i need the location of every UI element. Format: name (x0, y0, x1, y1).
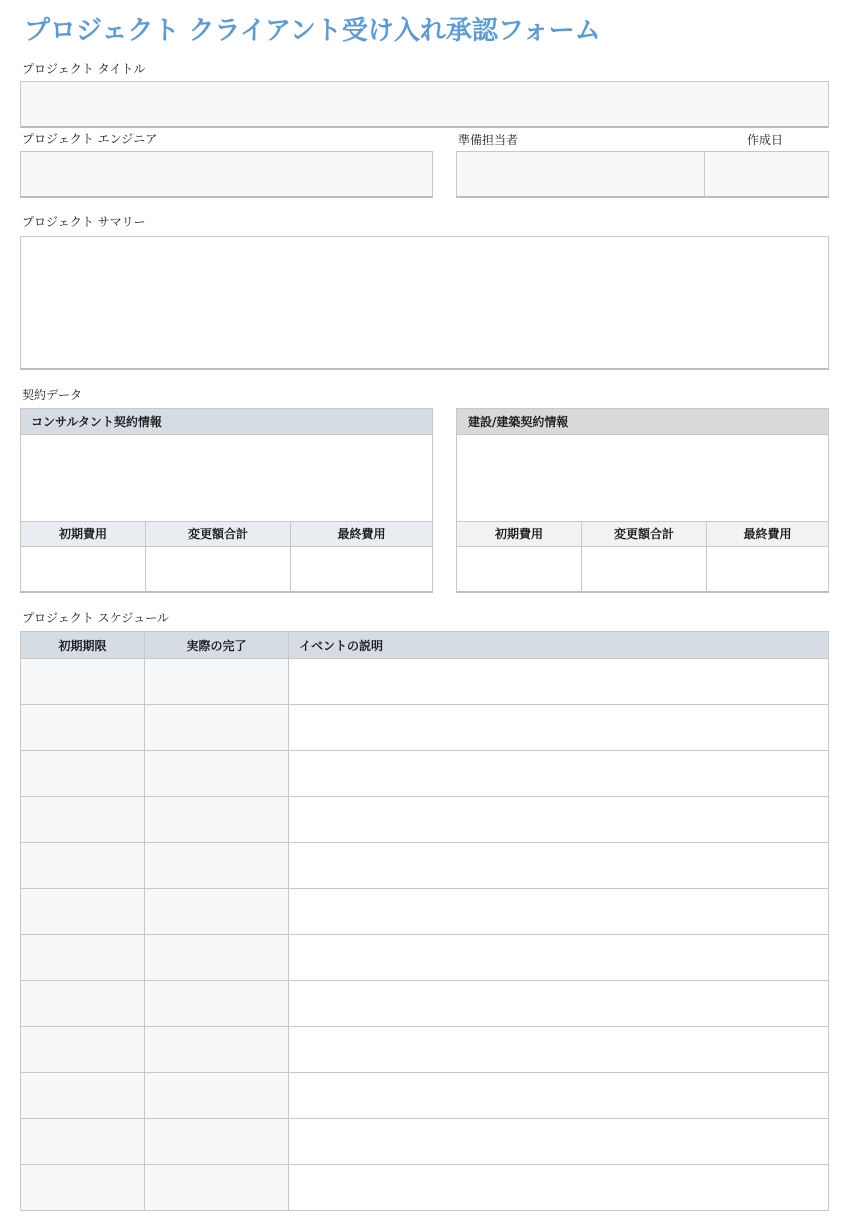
event-description-cell[interactable] (289, 797, 829, 843)
project-engineer-field[interactable] (20, 151, 433, 198)
initial-deadline-cell[interactable] (21, 935, 145, 981)
project-summary-label: プロジェクト サマリー (22, 215, 146, 229)
event-description-cell[interactable] (289, 843, 829, 889)
construction-initial-cost-header: 初期費用 (457, 522, 582, 546)
contract-data-label: 契約データ (22, 388, 83, 402)
schedule-row (21, 705, 829, 751)
actual-completion-cell[interactable] (145, 1165, 289, 1211)
event-description-cell[interactable] (289, 751, 829, 797)
project-title-field[interactable] (20, 81, 829, 128)
project-summary-field[interactable] (20, 236, 829, 370)
event-description-cell[interactable] (289, 1073, 829, 1119)
event-description-cell[interactable] (289, 935, 829, 981)
consultant-contract-panel (20, 408, 433, 593)
project-schedule-label: プロジェクト スケジュール (22, 611, 169, 625)
initial-deadline-cell[interactable] (21, 1165, 145, 1211)
schedule-row (21, 797, 829, 843)
event-description-cell[interactable] (289, 1165, 829, 1211)
event-description-cell[interactable] (289, 1027, 829, 1073)
schedule-row (21, 751, 829, 797)
actual-completion-cell[interactable] (145, 1073, 289, 1119)
schedule-header-row (21, 632, 829, 659)
event-description-header: イベントの説明 (289, 632, 829, 659)
actual-completion-cell[interactable] (145, 1027, 289, 1073)
event-description-cell[interactable] (289, 889, 829, 935)
schedule-row (21, 1119, 829, 1165)
initial-deadline-cell[interactable] (21, 751, 145, 797)
event-description-cell[interactable] (289, 1119, 829, 1165)
event-description-cell[interactable] (289, 659, 829, 705)
construction-change-total-field[interactable] (582, 547, 707, 592)
schedule-row (21, 659, 829, 705)
initial-deadline-cell[interactable] (21, 1119, 145, 1165)
consultant-final-cost-field[interactable] (291, 547, 432, 592)
schedule-row (21, 1073, 829, 1119)
actual-completion-cell[interactable] (145, 797, 289, 843)
actual-completion-cell[interactable] (145, 843, 289, 889)
actual-completion-cell[interactable] (145, 889, 289, 935)
actual-completion-cell[interactable] (145, 935, 289, 981)
actual-completion-cell[interactable] (145, 1119, 289, 1165)
created-date-field[interactable] (704, 151, 829, 198)
event-description-cell[interactable] (289, 981, 829, 1027)
schedule-row (21, 1165, 829, 1211)
construction-final-cost-field[interactable] (707, 547, 828, 592)
schedule-row (21, 1027, 829, 1073)
initial-deadline-cell[interactable] (21, 843, 145, 889)
prepared-by-field[interactable] (456, 151, 705, 198)
consultant-initial-cost-field[interactable] (21, 547, 146, 592)
construction-final-cost-header: 最終費用 (707, 522, 828, 546)
project-engineer-label: プロジェクト エンジニア (22, 132, 158, 146)
consultant-change-total-field[interactable] (146, 547, 291, 592)
actual-completion-header: 実際の完了 (145, 632, 289, 659)
construction-contract-header: 建設/建築契約情報 (457, 409, 828, 435)
event-description-cell[interactable] (289, 705, 829, 751)
construction-contract-notes[interactable] (457, 435, 828, 521)
created-date-label: 作成日 (747, 133, 784, 147)
initial-deadline-cell[interactable] (21, 1073, 145, 1119)
project-title-label: プロジェクト タイトル (22, 62, 146, 76)
construction-change-total-header: 変更額合計 (582, 522, 707, 546)
initial-deadline-cell[interactable] (21, 797, 145, 843)
actual-completion-cell[interactable] (145, 705, 289, 751)
prepared-by-label: 準備担当者 (458, 133, 519, 147)
initial-deadline-header: 初期期限 (21, 632, 145, 659)
initial-deadline-cell[interactable] (21, 1027, 145, 1073)
schedule-row (21, 889, 829, 935)
consultant-change-total-header: 変更額合計 (146, 522, 291, 546)
actual-completion-cell[interactable] (145, 981, 289, 1027)
initial-deadline-cell[interactable] (21, 889, 145, 935)
schedule-row (21, 935, 829, 981)
initial-deadline-cell[interactable] (21, 705, 145, 751)
schedule-row (21, 981, 829, 1027)
schedule-table (20, 631, 829, 1211)
consultant-final-cost-header: 最終費用 (291, 522, 432, 546)
construction-initial-cost-field[interactable] (457, 547, 582, 592)
consultant-initial-cost-header: 初期費用 (21, 522, 146, 546)
initial-deadline-cell[interactable] (21, 659, 145, 705)
construction-contract-panel (456, 408, 829, 593)
consultant-contract-header: コンサルタント契約情報 (21, 409, 432, 435)
consultant-contract-notes[interactable] (21, 435, 432, 521)
actual-completion-cell[interactable] (145, 751, 289, 797)
initial-deadline-cell[interactable] (21, 981, 145, 1027)
actual-completion-cell[interactable] (145, 659, 289, 705)
form-title: プロジェクト クライアント受け入れ承認フォーム (24, 16, 601, 46)
schedule-row (21, 843, 829, 889)
